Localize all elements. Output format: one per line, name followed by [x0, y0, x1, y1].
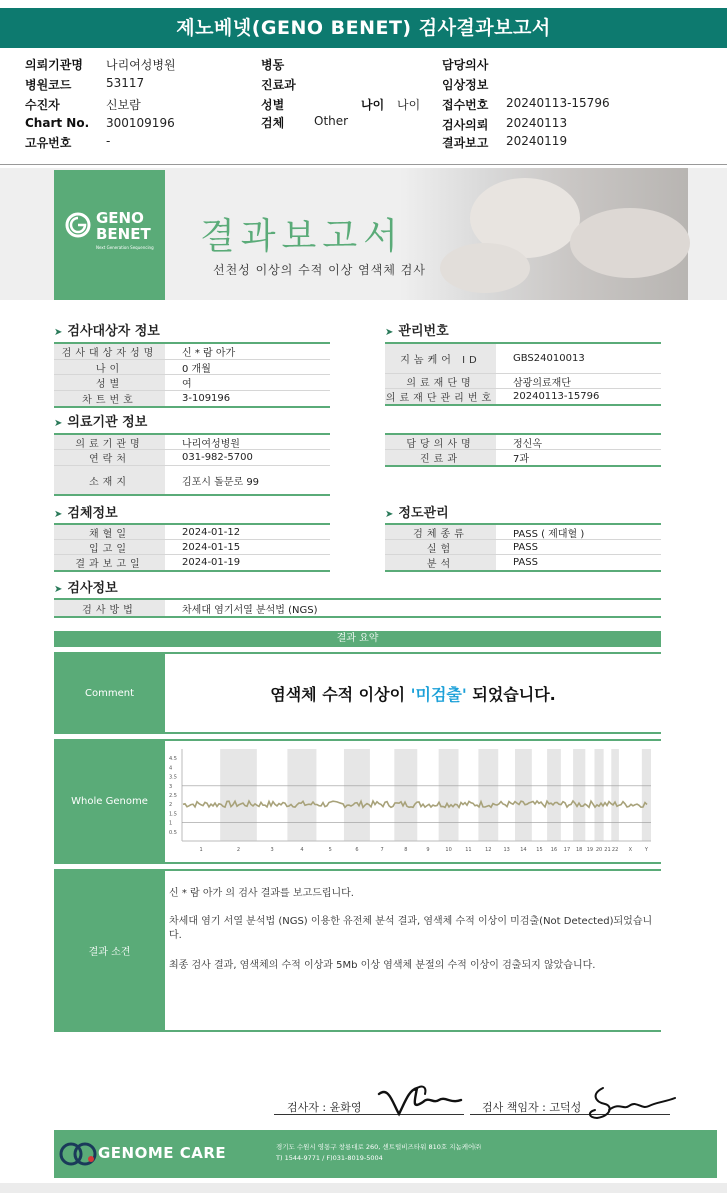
comment-text: 염색체 수적 이상이 '미검출' 되었습니다. — [270, 685, 556, 704]
row-key: 성별 — [54, 375, 165, 390]
chromosome-band — [439, 749, 459, 841]
table-row — [54, 555, 330, 570]
receipt-value: 20240113-15796 — [506, 96, 610, 110]
section-management: ➤ 관리번호 — [385, 324, 449, 339]
header-info — [0, 52, 727, 164]
chromosome-band — [394, 749, 417, 841]
genome-row — [54, 739, 661, 864]
hospital-code-value: 53117 — [106, 76, 145, 90]
bottom-strip — [0, 1183, 727, 1193]
institution-label: 의뢰기관명 — [25, 58, 83, 72]
institution-right-table — [385, 433, 661, 467]
row-value: 신 * 람 아가 — [182, 348, 236, 359]
x-tick-label: 22 — [611, 847, 619, 853]
x-tick-label: 11 — [465, 847, 472, 853]
y-tick-label: 3.5 — [169, 774, 177, 781]
row-value: 031-982-5700 — [182, 452, 253, 463]
requested-value: 20240113 — [506, 116, 568, 130]
section-subject: ➤ 검사대상자 정보 — [54, 324, 160, 339]
receipt-label: 접수번호 — [442, 98, 489, 112]
table-row — [54, 600, 661, 616]
age-value: 나이 — [397, 98, 421, 112]
y-tick-label: 0.5 — [169, 829, 177, 836]
x-tick-label: 15 — [536, 847, 543, 853]
x-tick-label: 2 — [236, 847, 241, 853]
ward-label: 병동 — [261, 58, 285, 72]
row-value: 정신옥 — [513, 438, 542, 450]
row-key: 나이 — [54, 360, 165, 374]
table-row — [54, 525, 330, 540]
table-row — [54, 435, 330, 450]
chromosome-band — [573, 749, 585, 841]
genobenet-logo — [54, 170, 165, 300]
reported-value: 20240119 — [506, 134, 568, 148]
row-key: 진료과 — [385, 450, 496, 465]
y-tick-label: 1 — [169, 820, 173, 827]
section-institution: ➤ 의료기관 정보 — [54, 415, 148, 430]
row-key: 입고일 — [54, 540, 165, 554]
institution-table — [54, 433, 330, 496]
method-table — [54, 598, 661, 618]
row-value: 2024-01-12 — [182, 526, 241, 538]
row-value: 차세대 염기서열 분석법 (NGS) — [182, 604, 318, 616]
table-row — [385, 450, 661, 465]
chromosome-band — [220, 749, 257, 841]
table-row — [54, 391, 330, 406]
supervisor-name: 검사 책임자 : 고덕성 — [482, 1101, 582, 1114]
header-divider — [0, 164, 727, 165]
row-value: 0 개월 — [182, 363, 211, 375]
y-tick-label: 3 — [169, 783, 173, 790]
row-value: 7과 — [513, 454, 530, 465]
summary-bar: 결과 요약 — [54, 631, 661, 647]
table-row — [54, 466, 330, 494]
company-name: GENOME CARE — [98, 1144, 227, 1162]
row-key: 지놈케어 ID — [385, 344, 496, 373]
row-value: 김포시 돌문로 99 — [182, 476, 260, 488]
table-row — [385, 374, 661, 389]
row-key: 실험 — [385, 540, 496, 554]
specimen-value: Other — [314, 114, 349, 128]
table-row — [54, 375, 330, 391]
x-tick-label: 9 — [426, 847, 430, 853]
row-value: 20240113-15796 — [513, 391, 600, 402]
x-tick-label: 17 — [563, 847, 571, 853]
x-tick-label: 10 — [445, 847, 452, 853]
sex-label: 성별 — [261, 98, 285, 112]
logo-geno: GENO — [96, 209, 144, 227]
chromosome-band — [287, 749, 316, 841]
row-key: 채혈일 — [54, 525, 165, 539]
y-tick-label: 1.5 — [169, 811, 177, 818]
chromosome-band — [344, 749, 370, 841]
table-row — [54, 450, 330, 466]
footer — [54, 1130, 717, 1178]
row-key: 소재지 — [54, 466, 165, 494]
row-key: 담당의사명 — [385, 435, 496, 449]
reported-label: 결과보고 — [442, 136, 489, 150]
finding-line-2: 차세대 염기 서열 분석법 (NGS) 이용한 유전체 분석 결과, 염색체 수적 이상이 미검출(Not Detected)되었습니 — [169, 916, 653, 927]
baby-feet-photo — [400, 168, 688, 300]
x-tick-label: 8 — [404, 847, 408, 853]
section-arrow-icon: ➤ — [54, 509, 63, 520]
row-value: GBS24010013 — [513, 353, 585, 364]
row-key: 검체종류 — [385, 525, 496, 539]
table-row — [385, 435, 661, 450]
specimen-table — [54, 523, 330, 572]
x-tick-label: 5 — [328, 847, 332, 853]
section-arrow-icon: ➤ — [54, 327, 63, 338]
requested-label: 검사의뢰 — [442, 118, 489, 132]
table-row — [54, 344, 330, 360]
specimen-label: 검체 — [261, 116, 285, 130]
x-tick-label: X — [628, 847, 633, 853]
qc-table — [385, 523, 661, 572]
x-tick-label: 14 — [520, 847, 527, 853]
logo-tagline: Next Generation Sequencing — [96, 245, 154, 250]
row-key: 분석 — [385, 555, 496, 570]
chromosome-band — [547, 749, 561, 841]
x-tick-label: 21 — [604, 847, 611, 853]
x-tick-label: 12 — [485, 847, 492, 853]
unique-value: - — [106, 134, 111, 148]
finding-row — [54, 869, 661, 1032]
hospital-code-label: 병원코드 — [25, 78, 72, 92]
tester-signature — [375, 1080, 475, 1122]
x-tick-label: 16 — [550, 847, 558, 853]
banner-subtitle: 선천성 이상의 수적 이상 염색체 검사 — [213, 263, 426, 277]
doctor-label: 담당의사 — [442, 58, 489, 72]
genome-care-logo-icon — [58, 1139, 98, 1169]
row-key: 연락처 — [54, 450, 165, 465]
finding-label: 결과 소견 — [54, 871, 165, 1030]
row-value: 2024-01-19 — [182, 557, 241, 568]
not-detected-highlight: '미검출' — [410, 685, 467, 704]
row-value: PASS — [513, 541, 538, 553]
table-row — [385, 555, 661, 570]
row-value: 나리여성병원 — [182, 438, 240, 450]
row-key: 의료재단명 — [385, 374, 496, 388]
row-value: 3-109196 — [182, 393, 231, 404]
section-qc: ➤ 정도관리 — [385, 506, 449, 521]
section-arrow-icon: ➤ — [385, 509, 394, 520]
y-tick-label: 4.5 — [169, 756, 177, 763]
y-tick-label: 2.5 — [169, 793, 177, 799]
institution-value: 나리여성병원 — [106, 58, 176, 72]
row-key: 의료기관명 — [54, 435, 165, 449]
table-row — [385, 389, 661, 404]
genome-label: Whole Genome — [54, 741, 165, 862]
genobenet-swirl-icon — [63, 210, 93, 240]
banner-title: 결과보고서 — [200, 216, 404, 257]
x-tick-label: 18 — [576, 847, 583, 853]
chromosome-band — [611, 749, 619, 841]
row-value: PASS ( 제대혈 ) — [513, 528, 585, 540]
section-arrow-icon: ➤ — [385, 327, 394, 338]
chromosome-band — [515, 749, 532, 841]
chromosome-band — [594, 749, 603, 841]
company-address: 경기도 수원시 영통구 창룡대로 260, 센트럴비즈타워 810호 지놈케어㈜ T) 1544-9771 / F)031-8019-5004 — [276, 1143, 481, 1162]
x-tick-label: 3 — [270, 847, 274, 853]
comment-label: Comment — [54, 654, 165, 732]
table-row — [54, 360, 330, 375]
table-row — [385, 540, 661, 555]
row-value: 2024-01-15 — [182, 541, 241, 553]
report-title: 제노베넷(GENO BENET) 검사결과보고서 — [0, 8, 727, 48]
age-label: 나이 — [361, 98, 385, 112]
patient-value: 신보람 — [106, 98, 141, 112]
finding-line-3: 최종 검사 결과, 염색체의 수적 이상과 5Mb 이상 염색체 분절의 수적 이상이 검출되지 않았습니다. — [169, 960, 596, 971]
table-row — [385, 525, 661, 540]
y-tick-label: 2 — [169, 802, 173, 809]
finding-line-1: 신 * 람 아가 의 검사 결과를 보고드립니다. — [169, 888, 354, 899]
management-table — [385, 342, 661, 406]
x-tick-label: 13 — [503, 847, 510, 853]
dept-label: 진료과 — [261, 78, 296, 92]
x-tick-label: 6 — [355, 847, 359, 853]
unique-label: 고유번호 — [25, 136, 72, 150]
finding-line-2b: 다. — [169, 930, 182, 941]
row-key: 검사방법 — [54, 600, 165, 616]
tester-name: 검사자 : 윤화영 — [287, 1101, 362, 1114]
x-tick-label: 20 — [595, 847, 603, 853]
x-tick-label: 19 — [586, 847, 594, 853]
row-value: 삼광의료재단 — [513, 377, 571, 389]
subject-table — [54, 342, 330, 408]
chromosome-band — [478, 749, 498, 841]
patient-label: 수진자 — [25, 98, 60, 112]
clinical-label: 임상정보 — [442, 78, 489, 92]
logo-benet: BENET — [96, 225, 151, 243]
row-value: 여 — [182, 379, 192, 390]
row-key: 검사대상자성명 — [54, 344, 165, 359]
row-key: 차트번호 — [54, 391, 165, 406]
whole-genome-chart — [165, 741, 661, 862]
x-tick-label: Y — [644, 847, 648, 853]
table-row — [385, 344, 661, 374]
section-arrow-icon: ➤ — [54, 584, 63, 595]
chart-value: 300109196 — [106, 116, 175, 130]
row-key: 결과보고일 — [54, 555, 165, 570]
row-value: PASS — [513, 557, 538, 568]
x-tick-label: 7 — [380, 847, 384, 853]
row-key: 의료재단관리번호 — [385, 389, 496, 404]
section-method: ➤ 검사정보 — [54, 581, 118, 596]
section-arrow-icon: ➤ — [54, 418, 63, 429]
y-tick-label: 4 — [169, 765, 173, 772]
chart-label: Chart No. — [25, 116, 90, 130]
x-tick-label: 4 — [300, 847, 304, 853]
comment-row — [54, 652, 661, 734]
report-banner — [0, 168, 727, 300]
x-tick-label: 1 — [199, 847, 203, 853]
section-specimen: ➤ 검체정보 — [54, 506, 118, 521]
table-row — [54, 540, 330, 555]
supervisor-signature — [583, 1080, 679, 1122]
chromosome-band — [642, 749, 651, 841]
